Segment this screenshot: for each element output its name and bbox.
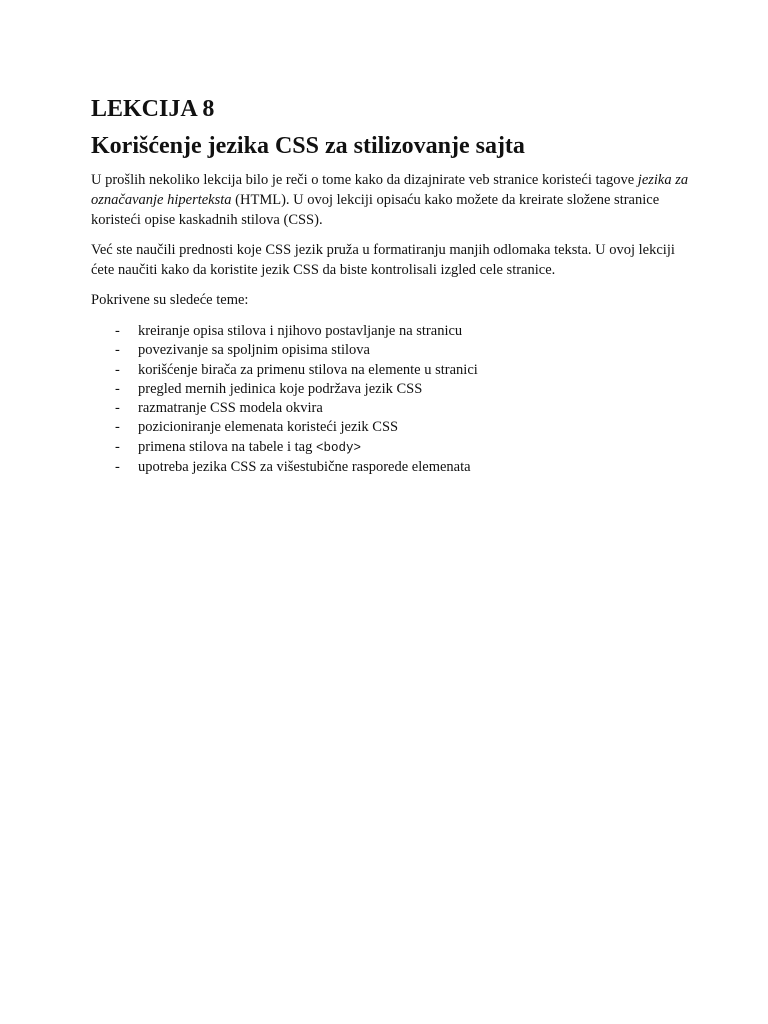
list-item: [91, 438, 691, 458]
list-item-text: razmatranje CSS modela okvira: [138, 400, 323, 417]
list-item: [91, 322, 691, 341]
intro-paragraph-2: Već ste naučili prednosti koje CSS jezik pruža u formatiranju manjih odlomaka teksta. U ovoj lekciji ćete naučiti kako da koristite jezik CSS da biste kontrolisali izgled cele stranice.: [91, 242, 675, 278]
list-item: [91, 380, 691, 399]
document-page: [91, 92, 691, 477]
topics-heading: Pokrivene su sledeće teme:: [91, 292, 249, 308]
list-bullet: -: [115, 361, 120, 378]
list-bullet: -: [115, 400, 120, 417]
list-bullet: -: [115, 459, 120, 476]
list-item: [91, 341, 691, 360]
list-item: [91, 458, 691, 477]
list-bullet: -: [115, 342, 120, 359]
list-item: [91, 399, 691, 418]
list-bullet: -: [115, 380, 120, 397]
list-item-text: pozicioniranje elemenata koristeći jezik CSS: [138, 419, 399, 436]
intro-paragraph-1: [91, 170, 691, 230]
list-bullet: -: [115, 438, 120, 455]
intro-paragraph-1-start: U prošlih nekoliko lekcija bilo je reči o tome kako da dizajnirate veb stranice koristeći tagove: [91, 172, 638, 188]
list-bullet: -: [115, 419, 120, 436]
body-tag-code: <body>: [315, 440, 361, 455]
list-item-text: korišćenje birača za primenu stilova na elemente u stranici: [138, 361, 478, 378]
lesson-title: Korišćenje jezika CSS za stilizovanje sajta: [91, 133, 525, 159]
list-bullet: -: [115, 323, 120, 339]
topic-list: [91, 322, 691, 477]
intro-paragraph-1-italic: jezika za označavanje hiperteksta: [91, 172, 689, 208]
list-item-text: upotreba jezika CSS za višestubične rasporede elemenata: [138, 459, 471, 476]
list-item: [91, 361, 691, 380]
lesson-number: LEKCIJA 8: [91, 96, 215, 122]
list-item-text: kreiranje opisa stilova i njihovo postavljanje na stranicu: [138, 323, 463, 339]
intro-paragraph-1-end: (HTML). U ovoj lekciji opisaću kako možete da kreirate složene stranice koristeći opise kaskadnih stilova (CSS).: [91, 192, 660, 228]
list-item-text: povezivanje sa spoljnim opisima stilova: [138, 342, 370, 359]
list-item-text: pregled mernih jedinica koje podržava jezik CSS: [138, 380, 423, 397]
list-item: [91, 418, 691, 437]
list-item-text: primena stilova na tabele i tag: [138, 438, 316, 455]
